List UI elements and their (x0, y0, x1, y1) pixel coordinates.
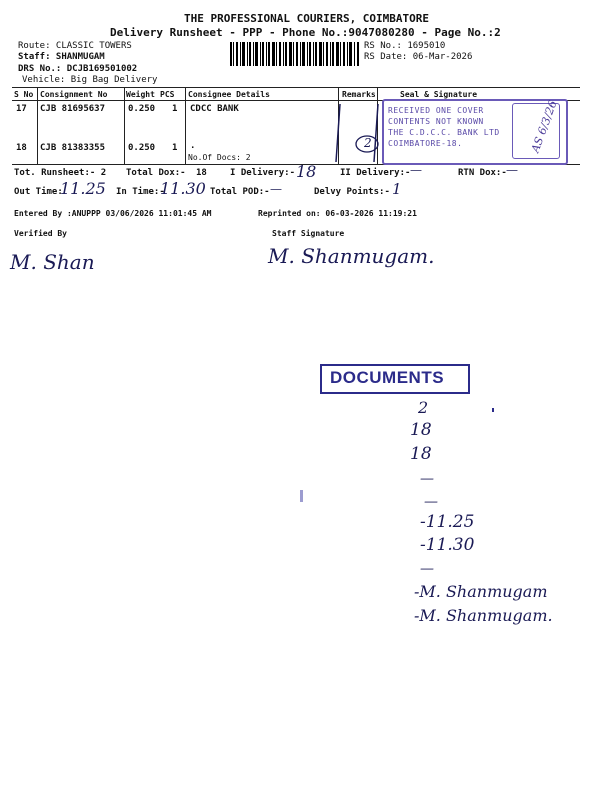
row-sno: 18 (16, 143, 27, 153)
row-weight: 0.250 (128, 143, 156, 153)
vehicle-label: Vehicle: Big Bag Delivery (22, 75, 158, 85)
tot-runsheet: Tot. Runsheet:- 2 (14, 168, 107, 178)
ii-delivery-value: — (410, 163, 422, 177)
col-divider (124, 87, 125, 164)
header-sno: S No (14, 90, 34, 99)
route-label: Route: CLASSIC TOWERS (18, 41, 132, 51)
header-weight: Weight (126, 90, 155, 99)
in-time-label: In Time:- (116, 187, 165, 197)
row-sno: 17 (16, 104, 27, 114)
doc-value-rtn-dox: — (424, 494, 438, 510)
doc-value-ii-delivery: — (420, 471, 434, 487)
entered-by: Entered By :ANUPPP 03/06/2026 11:01:45 AM (14, 209, 212, 218)
doc-value-i-delivery: 18 (410, 444, 432, 464)
doc-value-staff-sign: -M. Shanmugam (414, 582, 548, 601)
stamp-sign-box (512, 98, 560, 159)
reprinted-on: Reprinted on: 06-03-2026 11:19:21 (258, 209, 417, 218)
stamp-line: CONTENTS NOT KNOWN (388, 117, 484, 126)
doc-value-out-time: -11.25 (420, 512, 475, 532)
runsheet-subtitle: Delivery Runsheet - PPP - Phone No.:9047080280 - Page No.:2 (110, 26, 501, 39)
i-delivery-value: 18 (296, 162, 317, 181)
row-docs-count: No.Of Docs: 2 (188, 153, 251, 162)
barcode (230, 42, 360, 66)
stamp-line: RECEIVED ONE COVER (388, 106, 484, 115)
doc-value-total-runsheet: 2 (418, 398, 429, 417)
verified-by-label: Verified By (14, 229, 67, 238)
out-time-label: Out Time: (14, 187, 63, 197)
stamp-line: THE C.D.C.C. BANK LTD (388, 128, 500, 137)
rtn-dox-value: — (506, 163, 518, 177)
rs-date: RS Date: 06-Mar-2026 (364, 52, 473, 62)
rs-number: RS No.: 1695010 (364, 41, 446, 51)
ii-delivery-label: II Delivery:- (340, 168, 411, 178)
header-remarks: Remarks (342, 90, 376, 99)
row-consignee: . (190, 141, 196, 151)
row-pcs: 1 (172, 143, 178, 153)
total-pod-value: — (270, 182, 282, 196)
col-divider (185, 87, 186, 164)
out-time-value: 11.25 (60, 179, 106, 198)
doc-value-total-dox: 18 (410, 420, 432, 440)
stamp-signature: AS 6/3/26 (528, 98, 560, 155)
verified-signature: M. Shan (10, 250, 95, 274)
doc-value-in-time: -11.30 (420, 535, 475, 555)
bank-seal-stamp (382, 99, 568, 165)
total-dox-label: Total Dox:- (126, 168, 186, 178)
header-consignee: Consignee Details (188, 90, 270, 99)
stamp-line: COIMBATORE-18. (388, 139, 463, 148)
staff-signature-label: Staff Signature (272, 229, 345, 238)
total-dox-value: 18 (196, 168, 207, 178)
doc-value-checked-by: -M. Shanmugam. (414, 606, 553, 625)
documents-title: DOCUMENTS (330, 368, 445, 387)
delvy-points-value: 1 (392, 180, 402, 198)
row-consignee: CDCC BANK (190, 104, 239, 114)
in-time-value: 11.30 (160, 179, 206, 198)
total-pod-label: Total POD:- (210, 187, 270, 197)
row-consignment: CJB 81383355 (40, 143, 106, 153)
stray-mark (300, 490, 303, 502)
doc-value-total-pod: — (420, 561, 434, 577)
header-seal: Seal & Signature (400, 90, 478, 99)
header-pcs: PCS (160, 90, 175, 99)
col-divider (37, 87, 38, 164)
rtn-dox-label: RTN Dox:- (458, 168, 507, 178)
table-top-rule (12, 87, 580, 88)
row-consignment: CJB 81695637 (40, 104, 106, 114)
drs-number: DRS No.: DCJB169501002 (18, 64, 138, 74)
delvy-points-label: Delvy Points:- (314, 187, 390, 197)
documents-title-box (320, 364, 470, 394)
staff-signature: M. Shanmugam. (268, 244, 435, 268)
stray-mark (492, 408, 494, 412)
header-consignment: Consignment No (40, 90, 108, 99)
row-weight: 0.250 (128, 104, 156, 114)
staff-label: Staff: SHANMUGAM (18, 52, 105, 62)
i-delivery-label: I Delivery:- (230, 168, 296, 178)
remark-pen-lines (330, 100, 390, 166)
row-pcs: 1 (172, 104, 178, 114)
remark-mark: 2 (364, 136, 372, 150)
company-title: THE PROFESSIONAL COURIERS, COIMBATORE (184, 12, 430, 25)
